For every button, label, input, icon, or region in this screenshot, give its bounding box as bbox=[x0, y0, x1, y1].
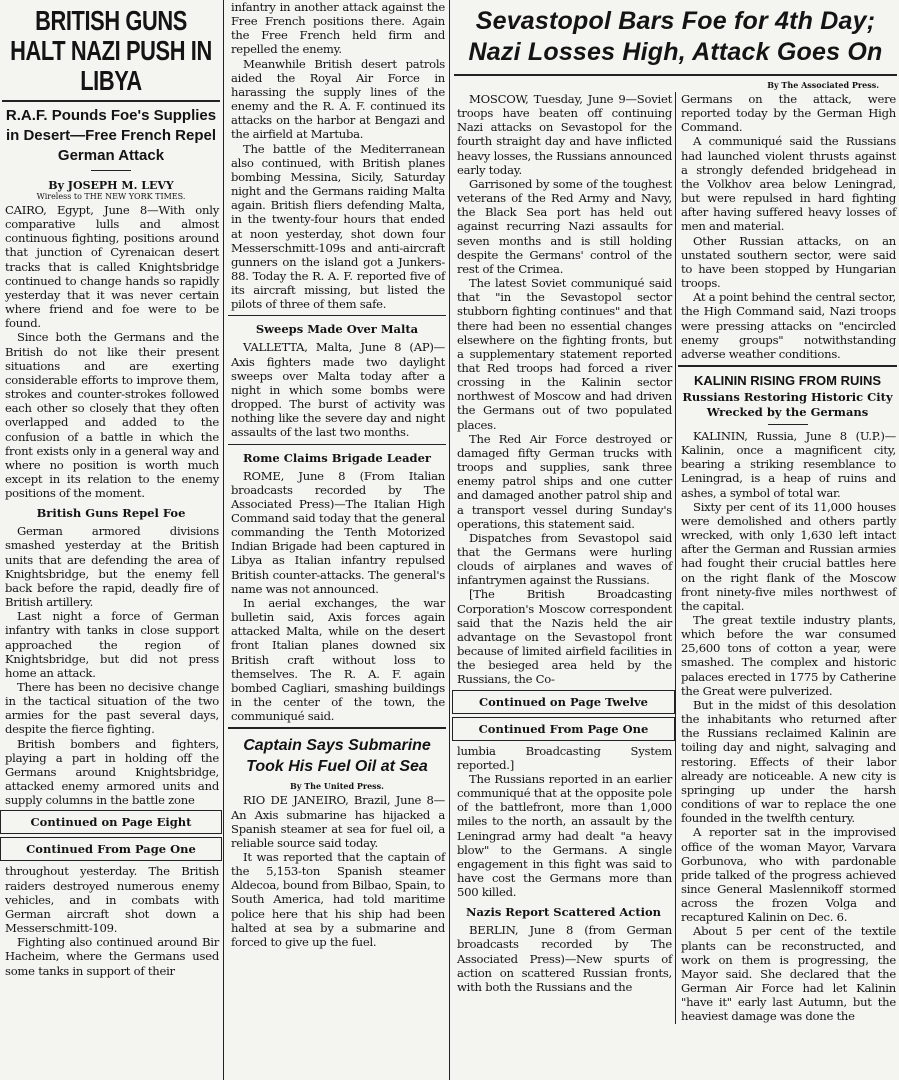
divider bbox=[768, 424, 808, 425]
divider bbox=[91, 170, 131, 171]
paragraph: KALININ, Russia, June 8 (U.P.)—Kalinin, once a magnificent city, bearing a striking resemblance to Leningrad, is a heap of ruins and ashes, a symbol of total war. bbox=[681, 428, 896, 500]
paragraph: The latest Soviet communiqué said that "in the Sevastopol sector stubborn fighting continues" and that there had been no essential changes elsewhere on the fighting fronts, but a supplementary statement reported that Red troops had forced a river crossing in the Kalinin sector northwest of Moscow and had driven the Germans out of two populated places. bbox=[457, 276, 672, 432]
divider bbox=[678, 365, 897, 367]
paragraph: CAIRO, Egypt, June 8—With only comparative lulls and almost continuous fighting, positions around that junction of Cyrenaican desert tracks that is called Knightsbridge continued to change hands so rapidly yesterday that it was never certain where friend and foe were to be found. bbox=[5, 203, 219, 331]
paragraph: About 5 per cent of the textile plants can be reconstructed, and work on them is progressing, the Mayor said. She declared that the German Air Force had let Kalinin "have it" early last Autumn, but the heaviest damage was done the bbox=[681, 924, 896, 1024]
column-rule bbox=[223, 0, 224, 1080]
main-headline: BRITISH GUNS HALT NAZI PUSH IN LIBYA bbox=[10, 5, 212, 96]
paragraph: In aerial exchanges, the war bulletin said, Axis forces again attacked Malta, while on the desert front Italian planes downed six British craft without loss to themselves. The R. A. F. again bombed Cagliari, smashing buildings in the center of the town, the communiqué said. bbox=[231, 595, 445, 724]
paragraph: infantry in another attack against the Free French positions there. Again the Free French held firm and repelled the enemy. bbox=[231, 0, 445, 57]
paragraph: Dispatches from Sevastopol said that the Germans were hurling clouds of airplanes and waves of infantrymen against the Russians. bbox=[457, 530, 672, 588]
continued-on-line: Continued on Page Twelve bbox=[478, 694, 648, 709]
paragraph: German armored divisions smashed yesterday at the British units that are defending the area of Knightsbridge, but the enemy fell back before the rapid, deadly fire of British artillery. bbox=[5, 524, 219, 610]
paragraph: But in the midst of this desolation the inhabitants who returned after the Russians reclaimed Kalinin are toiling day and night, salvaging and restoring. Effects of their labor already are noticeable. A new city is springing up under the harsh conditions of war to replace the one founded in the twelfth century. bbox=[681, 697, 896, 826]
column-3 bbox=[452, 92, 675, 1024]
paragraph: British bombers and fighters, playing a part in holding off the Germans around Knightsbridge, attacked enemy armored units and supply columns in the battle zone bbox=[5, 736, 219, 808]
byline: By JOSEPH M. LEVY bbox=[48, 179, 174, 192]
paragraph: ROME, June 8 (From Italian broadcasts recorded by The Associated Press)—The Italian High Command said today that the general commanding the Tenth Motorized Indian Brigade had been captured in Libya as Italian infantry repulsed British counter-attacks. The general's name was not announced. bbox=[231, 468, 445, 596]
paragraph: VALLETTA, Malta, June 8 (AP)—Axis fighters made two daylight sweeps over Malta today after a night in which some bombs were dropped. The burst of activity was nothing like the severe day and night assaults of the last two months. bbox=[231, 340, 445, 440]
paragraph: The battle of the Mediterranean also continued, with British planes bombing Messina, Sicily, Saturday night and the Germans raiding Malta again. British fliers defending Malta, in the twenty-four hours that ended at noon yesterday, shot down four Messerschmitt-109s and anti-aircraft gunners on the island got a Junkers-88. Today the R. A. F. reported five of its aircraft missing, but listed the pilots of three of them safe. bbox=[231, 141, 445, 312]
wireline: Wireless to THE NEW YORK TIMES. bbox=[36, 192, 186, 201]
paragraph: RIO DE JANEIRO, Brazil, June 8—An Axis submarine has hijacked a Spanish steamer at sea for fuel oil, a reliable source said today. bbox=[231, 793, 445, 850]
paragraph: The great textile industry plants, which before the war consumed 25,600 tons of cotton a year, were smashed. The complex and historic palaces erected in 1775 by Catherine the Great were pulverized. bbox=[681, 613, 896, 698]
paragraph: A communiqué said the Russians had launched violent thrusts against a strongly defended bridgehead in the Volkhov area below Leningrad, but were repulsed in hard fighting after having suffered heavy losses of men and material. bbox=[681, 134, 896, 234]
headline-deck: R.A.F. Pounds Foe's Supplies in Desert—Free French Repel German Attack bbox=[5, 107, 217, 164]
sevastopol-story bbox=[452, 0, 899, 1024]
paragraph: lumbia Broadcasting System reported.] bbox=[457, 743, 672, 772]
column-rule bbox=[449, 0, 450, 1080]
paragraph: It was reported that the captain of the 5,153-ton Spanish steamer Aldecoa, bound from Bilbao, Spain, to South America, had told maritime police here that his ship had been halted at sea by a submarine and forced to give up the fuel. bbox=[231, 849, 445, 949]
column-1 bbox=[0, 0, 222, 978]
continued-from-line: Continued From Page One bbox=[26, 842, 196, 857]
paragraph: [The British Broadcasting Corporation's Moscow correspondent said that the Nazis held the air advantage on the Sevastopol front because of limited airfield facilities in the besieged area held by the Russians, the Co- bbox=[457, 587, 672, 687]
kalinin-deck: Russians Restoring Historic City Wrecked by the Germans bbox=[682, 389, 893, 419]
paragraph: throughout yesterday. The British raiders destroyed numerous enemy vehicles, and in combats with German aircraft shot down a Messerschmitt-109. bbox=[5, 864, 219, 936]
subhead: British Guns Repel Foe bbox=[36, 506, 186, 521]
paragraph: Germans on the attack, were reported today by the German High Command. bbox=[681, 92, 896, 135]
paragraph: Last night a force of German infantry with tanks in close support approached the region of Knightsbridge, but did not press home an attack. bbox=[5, 609, 219, 680]
divider bbox=[228, 315, 446, 316]
paragraph: Garrisoned by some of the toughest veterans of the Red Army and Navy, the Black Sea port has held out against recurring Nazi assaults for seven months and is still holding despite the Germans' control of the rest of the Crimea. bbox=[457, 176, 672, 276]
subhead-nazis: Nazis Report Scattered Action bbox=[465, 905, 662, 920]
paragraph: MOSCOW, Tuesday, June 9—Soviet troops have beaten off continuing Nazi attacks on Sevastopol for the fourth straight day and have inflicted heavy losses, the Russians announced early today. bbox=[457, 92, 672, 177]
kalinin-headline: KALININ RISING FROM RUINS bbox=[693, 372, 882, 388]
column-4 bbox=[675, 92, 899, 1024]
credit-line: By The Associated Press. bbox=[767, 80, 879, 90]
paragraph: There has been no decisive change in the tactical situation of the two armies for the past several days, despite the fierce fighting. bbox=[5, 680, 219, 737]
divider bbox=[228, 727, 446, 729]
divider bbox=[454, 74, 897, 76]
paragraph: A reporter sat in the improvised office of the woman Mayor, Varvara Gorbunova, who with pardonable pride talked of the progress achieved since General Maslennikoff stormed across the frozen Volga and recaptured Kalinin on Dec. 6. bbox=[681, 825, 896, 925]
credit-line: By The United Press. bbox=[290, 781, 384, 792]
paragraph: BERLIN, June 8 (from German broadcasts recorded by The Associated Press)—New spurts of action on scattered Russian fronts, with both the Russians and the bbox=[457, 923, 672, 994]
paragraph: Since both the Germans and the British do not like their present situations and are exerting considerable efforts to improve them, strokes and counter-strokes followed each other so closely that they often overlapped and added to the confusion of a battle in which the front exists only in a general way and where no position is worth much except in its relation to the enemy positions of the moment. bbox=[5, 330, 219, 501]
continued-from-line: Continued From Page One bbox=[478, 721, 649, 736]
paragraph: Sixty per cent of its 11,000 houses were demolished and others partly wrecked, with only 1,630 left intact after the German and Russian armies had fought their crucial battles here on the right flank of the Moscow front ninety-five miles northwest of the capital. bbox=[681, 499, 896, 613]
paragraph: The Russians reported in an earlier communiqué that at the opposite pole of the battlefront, more than 1,000 miles to the north, an assault by the Leningrad army had dealt "a heavy blow" to the Germans. A single engagement in this fight was said to have cost the Germans more than 500 killed. bbox=[457, 771, 672, 900]
column-2 bbox=[226, 0, 448, 949]
subhead-malta: Sweeps Made Over Malta bbox=[255, 322, 419, 337]
sevastopol-headline: Sevastopol Bars Foe for 4th Day; Nazi Losses High, Attack Goes On bbox=[468, 7, 883, 66]
paragraph: The Red Air Force destroyed or damaged fifty German trucks with troops and supplies, sank three enemy patrol ships and one cutter and damaged another patrol ship and a transport vessel during Sunday's operations, this statement said. bbox=[457, 431, 672, 531]
paragraph: Fighting also continued around Bir Hacheim, where the Germans used some tanks in support of their bbox=[5, 935, 219, 978]
submarine-headline: Captain Says Submarine Took His Fuel Oil at Sea bbox=[243, 737, 431, 776]
divider bbox=[228, 444, 446, 445]
continued-on-line: Continued on Page Eight bbox=[30, 815, 192, 830]
divider bbox=[2, 100, 220, 102]
paragraph: At a point behind the central sector, the High Command said, Nazi troops were pressing attacks on "encircled enemy groups" notwithstanding adverse weather conditions. bbox=[681, 290, 896, 361]
subhead-rome: Rome Claims Brigade Leader bbox=[243, 450, 431, 465]
paragraph: Other Russian attacks, on an unstated southern sector, were said to have been stopped by Hungarian troops. bbox=[681, 233, 896, 291]
paragraph: Meanwhile British desert patrols aided the Royal Air Force in harassing the supply lines of the enemy and the R. A. F. continued its attacks on the harbor at Bengazi and the airfield at Martuba. bbox=[231, 56, 445, 142]
